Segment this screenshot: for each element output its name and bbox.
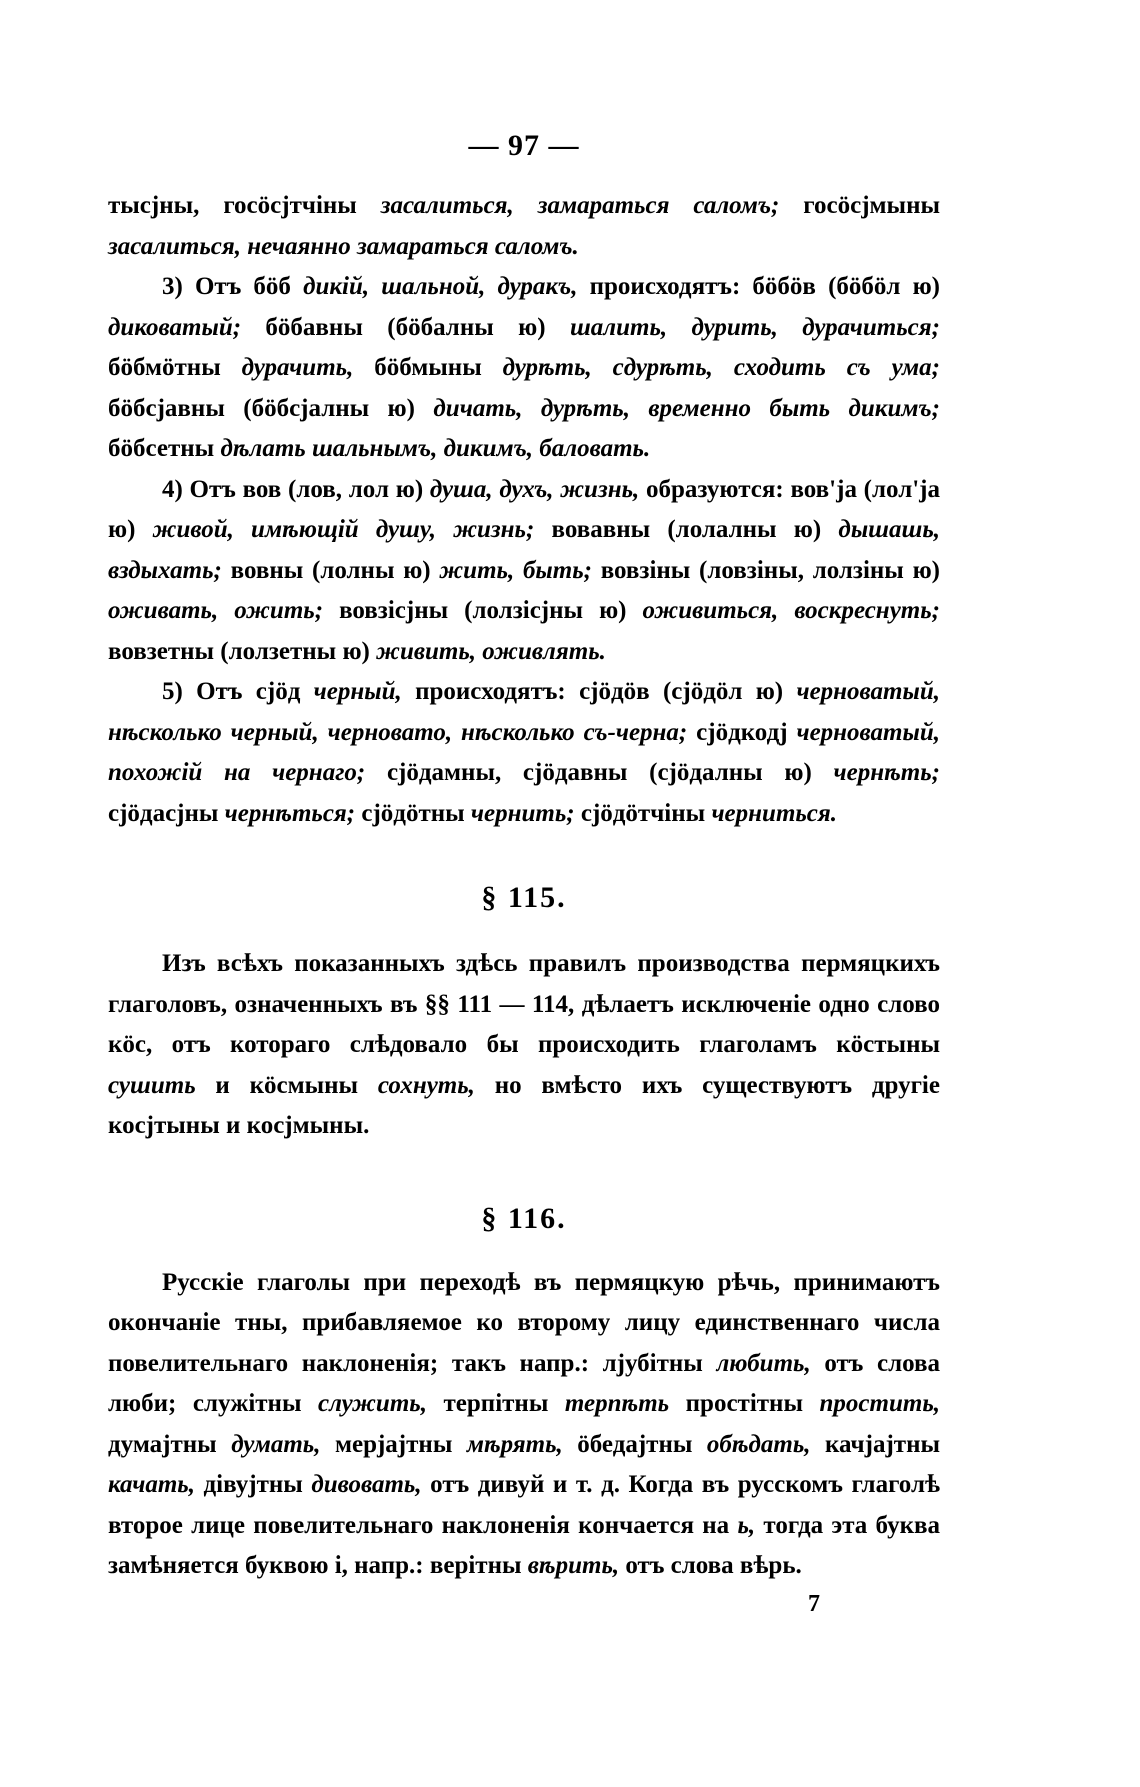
italic-gloss: живить, оживлять. bbox=[376, 637, 606, 665]
italic-gloss: черноватый, похожій на чернаго; bbox=[108, 718, 940, 786]
text-run: отъ слова вѣрь. bbox=[619, 1552, 802, 1579]
section-heading-115: § 115. bbox=[481, 881, 567, 914]
text-run: госöсјмыны bbox=[779, 192, 940, 219]
text-run: 4) Отъ вов (лов, лол ю) bbox=[162, 475, 430, 503]
text-run: вовавны (лолалны ю) bbox=[534, 516, 839, 543]
paragraph-continuation bbox=[108, 186, 940, 267]
italic-gloss: жить, быть; bbox=[439, 556, 592, 584]
page-number: — 97 — bbox=[468, 129, 580, 162]
text-run: вовзіны (ловзіны, лолзіны ю) bbox=[591, 556, 940, 584]
italic-gloss: чернить; bbox=[470, 799, 575, 827]
paragraph-item-3 bbox=[108, 267, 940, 470]
italic-gloss: чернѣть; bbox=[833, 759, 940, 786]
italic-gloss: чернѣться; bbox=[224, 799, 356, 827]
italic-gloss: дикій, шальной, дуракъ, bbox=[303, 273, 578, 300]
italic-gloss: диковатый; bbox=[108, 313, 242, 341]
text-run: бöбмöтны bbox=[108, 354, 242, 381]
italic-gloss: дышашь, вздыхать; bbox=[108, 516, 940, 584]
text-run: отъ слова люби; служітны bbox=[108, 1349, 941, 1417]
text-run: сјöдасјны bbox=[108, 799, 225, 827]
text-run: отъ дивуй и т. д. Когда въ русскомъ глаголѣ второе лице повелительнаго наклоненія кончается на bbox=[108, 1471, 940, 1539]
italic-gloss: обѣдать, bbox=[706, 1430, 811, 1458]
text-run: но вмѣсто ихъ существуютъ другіе косјтыны и косјмыны. bbox=[108, 1071, 940, 1139]
text-run: вовны (лолны ю) bbox=[221, 556, 440, 584]
text-run: бöбмыны bbox=[353, 354, 503, 381]
text-run: простітны bbox=[669, 1390, 820, 1417]
paragraph-item-5 bbox=[108, 672, 940, 834]
italic-gloss: терпѣть bbox=[564, 1390, 670, 1417]
italic-gloss: живой, имѣющій душу, жизнь; bbox=[152, 516, 535, 543]
paragraph-item-4 bbox=[108, 470, 940, 673]
italic-gloss: сушить bbox=[108, 1071, 196, 1099]
text-run: дівујтны bbox=[194, 1471, 312, 1498]
italic-gloss: дивовать, bbox=[311, 1471, 422, 1498]
text-run: образуются: вов'ја (лол'ја ю) bbox=[108, 475, 941, 543]
italic-gloss: засалиться, замараться саломъ; bbox=[380, 192, 780, 219]
text-run: сјöдöтчіны bbox=[574, 799, 712, 827]
text-run: 3) Отъ бöб bbox=[162, 273, 304, 300]
italic-gloss: шалить, дурить, дурачиться; bbox=[569, 313, 940, 341]
italic-gloss: ь, bbox=[737, 1511, 756, 1539]
text-run: сјöдöтны bbox=[355, 799, 471, 827]
text-run: происходятъ: бöбöв (бöбöл ю) bbox=[577, 273, 940, 300]
italic-gloss: душа, духъ, жизнь, bbox=[429, 475, 640, 503]
text-run: вовзісјны (лолзісјны ю) bbox=[323, 597, 643, 624]
paragraph-section-115 bbox=[108, 944, 940, 1147]
italic-gloss: засалиться, нечаянно замараться саломъ. bbox=[108, 232, 579, 260]
text-run: бöбсјавны (бöбсјалны ю) bbox=[108, 394, 434, 422]
text-run: бöбсетны bbox=[108, 435, 221, 462]
text-run: бöбавны (бöбалны ю) bbox=[241, 313, 570, 341]
text-run: 5) Отъ сјöд bbox=[162, 678, 314, 705]
italic-gloss: дурѣть, сдурѣть, сходить съ ума; bbox=[502, 354, 940, 381]
text-run: сјöдамны, сјöдавны (сјöдалны ю) bbox=[365, 759, 834, 786]
italic-gloss: оживать, ожить; bbox=[108, 597, 324, 624]
text-run: вовзетны (лолзетны ю) bbox=[108, 637, 377, 665]
italic-gloss: дѣлать шальнымъ, дикимъ, баловать. bbox=[220, 435, 651, 462]
italic-gloss: вѣрить, bbox=[527, 1552, 620, 1579]
italic-gloss: черноватый, нѣсколько черный, черновато, нѣсколько съ-черна; bbox=[108, 678, 940, 746]
italic-gloss: думать, bbox=[231, 1430, 321, 1458]
italic-gloss: простить, bbox=[819, 1390, 941, 1417]
italic-gloss: качать, bbox=[108, 1471, 195, 1498]
italic-gloss: дичать, дурѣть, временно быть дикимъ; bbox=[433, 394, 940, 422]
text-run: думајтны bbox=[108, 1430, 232, 1458]
text-run: и кöсмыны bbox=[195, 1071, 378, 1099]
text-run: öбедајтны bbox=[562, 1430, 707, 1458]
italic-gloss: оживиться, воскреснуть; bbox=[642, 597, 940, 624]
signature-mark: 7 bbox=[808, 1590, 820, 1617]
italic-gloss: сохнуть, bbox=[377, 1071, 475, 1099]
text-run: тогда эта буква замѣняется буквою і, напр.: верітны bbox=[108, 1511, 940, 1579]
text-run: тысјны, госöсјтчіны bbox=[108, 192, 381, 219]
text-run: мерјајтны bbox=[320, 1430, 467, 1458]
text-run: происходятъ: сјöдöв (сјöдöл ю) bbox=[401, 678, 797, 705]
text-run: качјајтны bbox=[810, 1430, 940, 1458]
italic-gloss: любить, bbox=[716, 1349, 811, 1377]
italic-gloss: служить, bbox=[318, 1390, 427, 1417]
paragraph-section-116 bbox=[108, 1263, 940, 1587]
text-run: Изъ всѣхъ показанныхъ здѣсь правилъ производства пермяцкихъ глаголовъ, означенныхъ въ §§ 111 — 114, дѣлаетъ исключеніе одно слово кöс, отъ котораго слѣдовало бы происходить глаголамъ кöстыны bbox=[108, 950, 940, 1058]
text-run: терпітны bbox=[426, 1390, 565, 1417]
text-run: Русскіе глаголы при переходѣ въ пермяцкую рѣчь, принимаютъ окончаніе тны, прибавляемое ко второму лицу единственнаго числа повелительнаго наклоненія; такъ напр.: лјубітны bbox=[108, 1268, 940, 1377]
italic-gloss: дурачить, bbox=[241, 354, 354, 381]
italic-gloss: черниться. bbox=[711, 799, 838, 827]
italic-gloss: мѣрять, bbox=[466, 1430, 563, 1458]
book-page bbox=[108, 128, 940, 1619]
section-heading-116: § 116. bbox=[481, 1201, 567, 1235]
text-run: сјöдкодј bbox=[687, 718, 797, 746]
italic-gloss: черный, bbox=[313, 678, 402, 705]
